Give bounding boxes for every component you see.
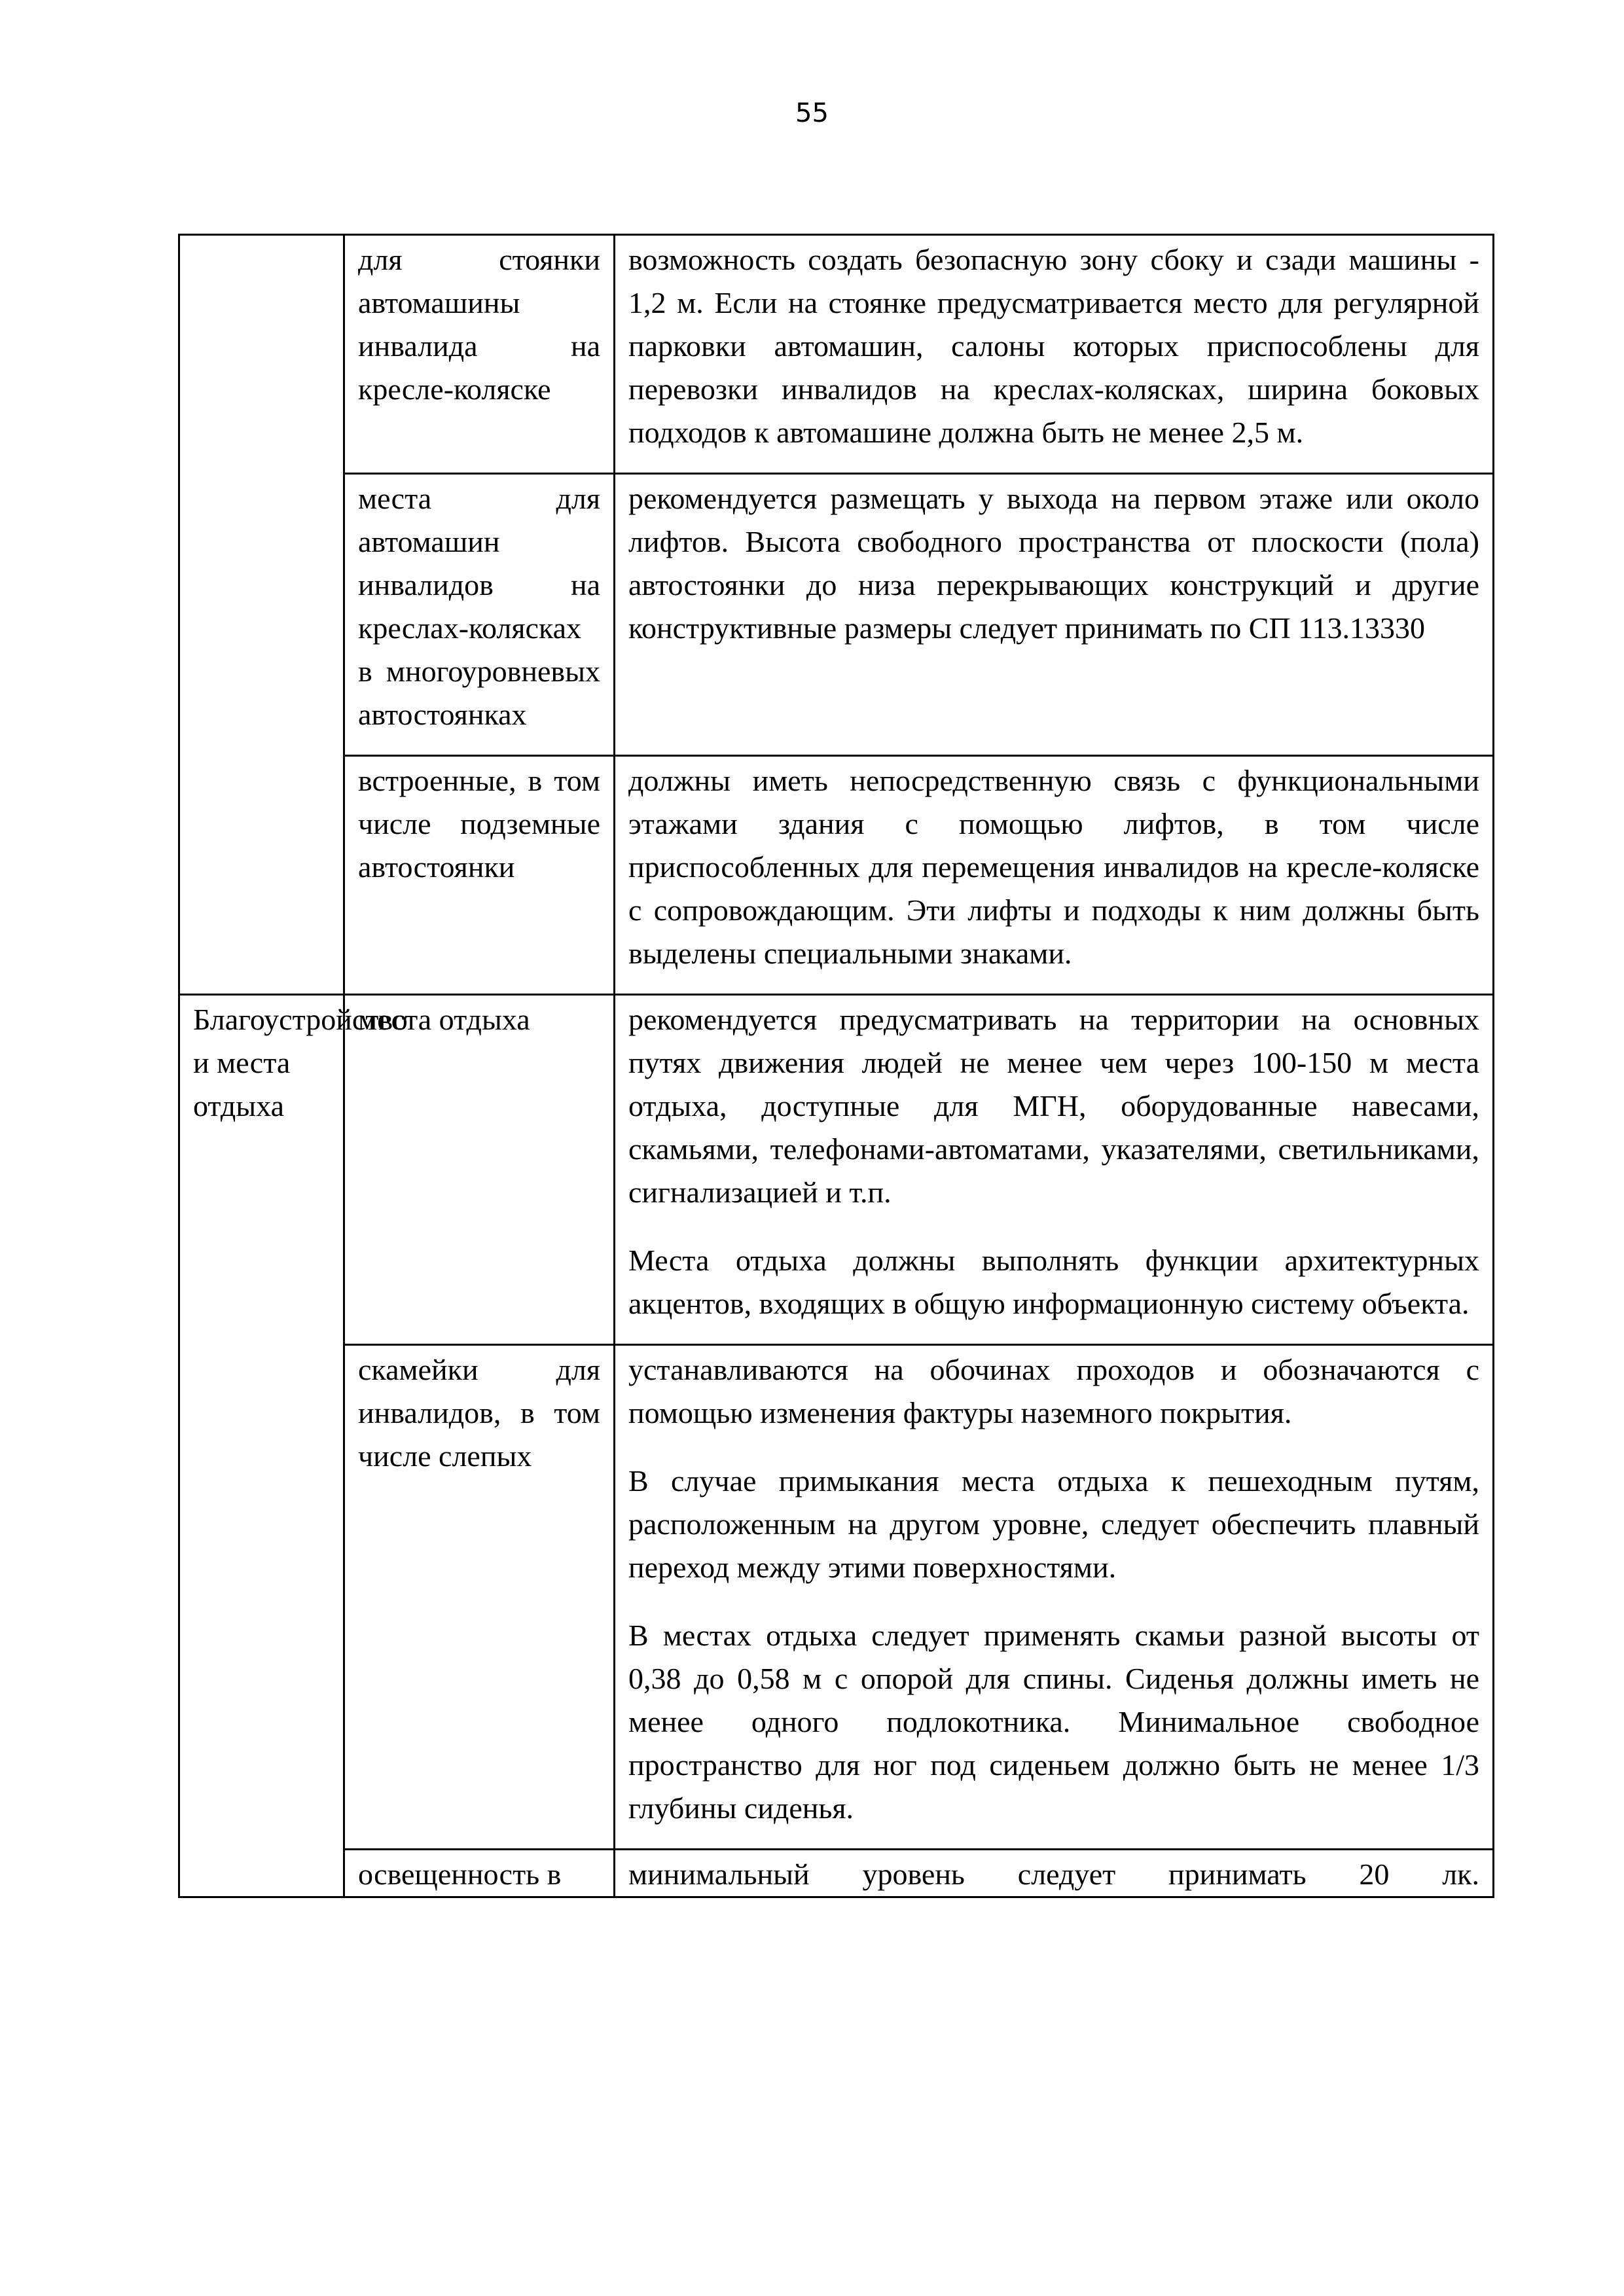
table-cell-item: освещенность в — [344, 1850, 615, 1897]
table-cell-description — [615, 1345, 1494, 1850]
table-row — [179, 1345, 1494, 1850]
description-paragraph: В местах отдыха следует применять скамьи разной высоты от 0,38 до 0,58 м с опорой для спины. Сиденья должны иметь не менее одного подлокотника. Минимальное свободное пространство для ног под сиденьем должно быть не менее 1/3 глубины сиденья. — [628, 1619, 1479, 1825]
page-number: 55 — [795, 98, 829, 128]
table-cell-section: Благоустройство и места отдыха — [179, 995, 344, 1897]
table-cell-item: встроенные, в том числе подземные автостоянки — [344, 756, 615, 995]
table-row — [179, 235, 1494, 474]
table-cell-item: для стоянки автомашины инвалида на кресле-коляске — [344, 235, 615, 474]
table-cell-description — [615, 756, 1494, 995]
table-cell-item: места для автомашин инвалидов на креслах-колясках в многоуровневых автостоянках — [344, 474, 615, 756]
table-cell-section — [179, 235, 344, 995]
table-cell-description — [615, 995, 1494, 1345]
requirements-table — [178, 234, 1494, 1898]
description-paragraph: устанавливаются на обочинах проходов и обозначаются с помощью изменения фактуры наземного покрытия. — [628, 1353, 1479, 1429]
description-paragraph: Места отдыха должны выполнять функции архитектурных акцентов, входящих в общую информационную систему объекта. — [628, 1244, 1479, 1320]
table-cell-item: места отдыха — [344, 995, 615, 1345]
description-paragraph: В случае примыкания места отдыха к пешеходным путям, расположенным на другом уровне, следует обеспечить плавный переход между этими поверхностями. — [628, 1464, 1479, 1584]
table-row — [179, 756, 1494, 995]
description-paragraph: рекомендуется размещать у выхода на первом этаже или около лифтов. Высота свободного пространства от плоскости (пола) автостоянки до низа перекрывающих конструкций и другие конструктивные размеры следует принимать по СП 113.13330 — [628, 482, 1479, 645]
table-row — [179, 995, 1494, 1345]
description-paragraph: рекомендуется предусматривать на территории на основных путях движения людей не менее чем через 100-150 м места отдыха, доступные для МГН, оборудованные навесами, скамьями, телефонами-автоматами, указателями, светильниками, сигнализацией и т.п. — [628, 1003, 1479, 1209]
table-row — [179, 1850, 1494, 1897]
table-cell-description: минимальный уровень следует принимать 20 лк. — [615, 1850, 1494, 1897]
table-cell-description — [615, 235, 1494, 474]
table-cell-description — [615, 474, 1494, 756]
description-paragraph: возможность создать безопасную зону сбоку и сзади машины - 1,2 м. Если на стоянке предусматривается место для регулярной парковки автомашин, салоны которых приспособлены для перевозки инвалидов на креслах-колясках, ширина боковых подходов к автомашине должна быть не менее 2,5 м. — [628, 243, 1479, 449]
table-row — [179, 474, 1494, 756]
description-paragraph: должны иметь непосредственную связь с функциональными этажами здания с помощью лифтов, в том числе приспособленных для перемещения инвалидов на кресле-коляске с сопровождающим. Эти лифты и подходы к ним должны быть выделены специальными знаками. — [628, 764, 1479, 970]
table-cell-item: скамейки для инвалидов, в том числе слепых — [344, 1345, 615, 1850]
